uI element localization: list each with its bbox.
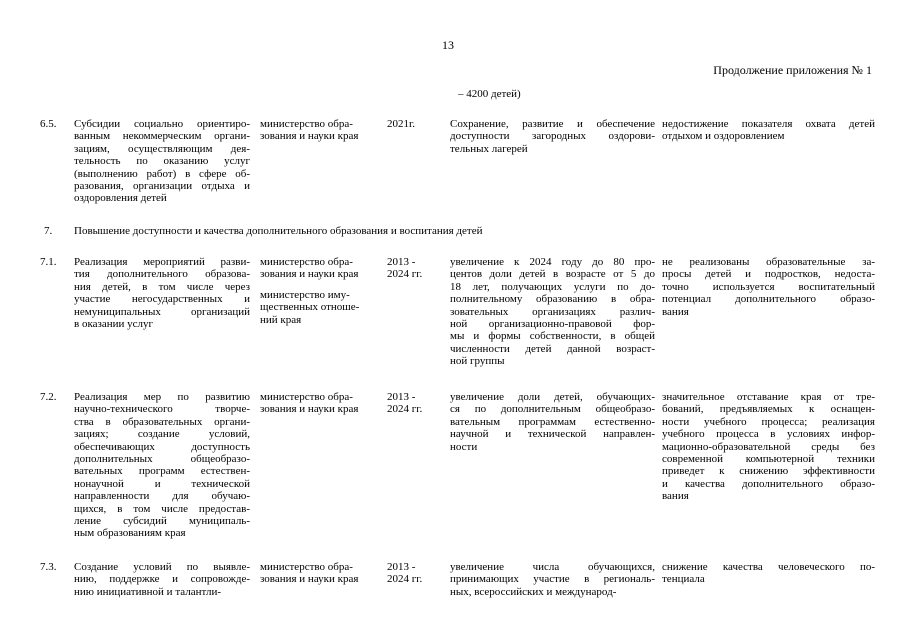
cell-line: ства в образовательных органи-	[74, 415, 250, 428]
cell-line: 18 лет, получающих услуги по до-	[450, 280, 655, 293]
row-number: 7.1.	[40, 256, 57, 268]
cell-line: Субсидии социально ориентиро-	[74, 118, 250, 130]
cell-line: ной организационно-правовой фор-	[450, 318, 655, 331]
cell-line: ний края	[260, 313, 302, 326]
cell-line: немуниципальных организаций	[74, 305, 250, 318]
cell-line: вания	[662, 305, 689, 318]
cell-line: тия дополнительного образова-	[74, 268, 250, 281]
cell-line: ных, всероссийских и международ-	[450, 585, 617, 598]
risk-cell	[662, 256, 875, 318]
cell-line: полнительному образованию в обра-	[450, 293, 655, 306]
activity-cell	[74, 118, 250, 205]
risk-cell	[662, 561, 875, 586]
cell-line: вания	[662, 490, 689, 503]
cell-line: 2013 -	[387, 391, 416, 403]
cell-line: ванным некоммерческим органи-	[74, 130, 250, 143]
result-cell	[450, 561, 655, 598]
carry-over-text: – 4200 детей)	[458, 88, 521, 100]
cell-line: обеспечивающих доступность	[74, 440, 250, 453]
cell-line: Сохранение, развитие и обеспечение	[450, 118, 655, 130]
row-number: 6.5.	[40, 118, 57, 130]
cell-line: ной группы	[450, 355, 505, 368]
years-cell	[387, 118, 437, 130]
years-cell	[387, 256, 437, 281]
executor-cell-2	[260, 289, 378, 326]
section-number: 7.	[44, 225, 53, 237]
result-cell	[450, 256, 655, 368]
cell-line: ление субсидий муниципаль-	[74, 515, 250, 528]
cell-line: нонаучной и технической	[74, 477, 250, 490]
cell-line: Создание условий по выявле-	[74, 561, 250, 573]
cell-line: увеличение к 2024 году до 80 про-	[450, 256, 655, 268]
continuation-header: Продолжение приложения № 1	[713, 63, 872, 77]
cell-line: министерство иму-	[260, 289, 350, 301]
cell-line: научной и технической направлен-	[450, 428, 655, 441]
cell-line: зования и науки края	[260, 268, 359, 281]
cell-line: 2024 гг.	[387, 573, 423, 586]
cell-line: 2013 -	[387, 561, 416, 573]
cell-line: мы и формы собственности, в общей	[450, 330, 655, 343]
executor-cell	[260, 256, 378, 281]
cell-line: отдыхом и оздоровлением	[662, 130, 785, 143]
cell-line: участие негосударственных и	[74, 293, 250, 306]
cell-line: направленности для обучаю-	[74, 490, 250, 503]
cell-line: приведет к снижению эффективности	[662, 465, 875, 478]
risk-cell	[662, 391, 875, 503]
cell-line: недостижение показателя охвата детей	[662, 118, 875, 130]
cell-line: нию инициативной и талантли-	[74, 585, 222, 598]
section-title: Повышение доступности и качества дополнительного образования и воспитания детей	[74, 225, 483, 237]
activity-cell	[74, 391, 250, 540]
cell-line: тельных лагерей	[450, 142, 528, 155]
cell-line: 2024 гг.	[387, 268, 423, 281]
cell-line: тельность по оказанию услуг	[74, 155, 250, 168]
cell-line: (выполнению работ) в сфере об-	[74, 167, 250, 180]
cell-line: оздоровления детей	[74, 192, 167, 205]
cell-line: снижение качества человеческого по-	[662, 561, 875, 573]
result-cell	[450, 391, 655, 453]
cell-line: щественных отноше-	[260, 301, 360, 314]
cell-line: бований, предъявляемых к оснащен-	[662, 403, 875, 416]
cell-line: щихся, в том числе предостав-	[74, 502, 250, 515]
cell-line: тенциала	[662, 573, 705, 586]
cell-line: увеличение числа обучающихся,	[450, 561, 655, 573]
cell-line: значительное отставание края от тре-	[662, 391, 875, 403]
activity-cell	[74, 561, 250, 598]
cell-line: Реализация мероприятий разви-	[74, 256, 250, 268]
years-cell	[387, 391, 437, 416]
cell-line: ности	[450, 440, 478, 453]
cell-line: вательных программ естествен-	[74, 465, 250, 478]
cell-line: министерство обра-	[260, 256, 353, 268]
cell-line: просы детей и подростков, недоста-	[662, 268, 875, 281]
page-number: 13	[442, 38, 454, 52]
cell-line: ся по дополнительным общеобразо-	[450, 403, 655, 416]
activity-cell	[74, 256, 250, 330]
cell-line: ным образованиям края	[74, 527, 186, 540]
cell-line: ния детей, в том числе через	[74, 280, 250, 293]
cell-line: центов доли детей в возрасте от 5 до	[450, 268, 655, 281]
cell-line: министерство обра-	[260, 561, 353, 573]
cell-line: разования, организации отдыха и	[74, 180, 250, 193]
cell-line: 2013 -	[387, 256, 416, 268]
cell-line: министерство обра-	[260, 391, 353, 403]
cell-line: зования и науки края	[260, 130, 359, 143]
cell-line: учебного процесса в условиях инфор-	[662, 428, 875, 441]
cell-line: увеличение доли детей, обучающих-	[450, 391, 655, 403]
cell-line: зациям, осуществляющим дея-	[74, 142, 250, 155]
cell-line: потенциал дополнительного образо-	[662, 293, 875, 306]
cell-line: дополнительных общеобразо-	[74, 453, 250, 466]
cell-line: современной компьютерной техники	[662, 453, 875, 466]
cell-line: не реализованы образовательные за-	[662, 256, 875, 268]
cell-line: вательным программам естественно-	[450, 415, 655, 428]
cell-line: научно-технического творче-	[74, 403, 250, 416]
cell-line: мационно-образовательной среды без	[662, 440, 875, 453]
executor-cell	[260, 118, 378, 143]
cell-line: зования и науки края	[260, 573, 359, 586]
cell-line: зациях; создание условий,	[74, 428, 250, 441]
cell-line: численности детей данной возраст-	[450, 342, 655, 355]
cell-line: точно используется воспитательный	[662, 280, 875, 293]
cell-line: 2021г.	[387, 118, 416, 130]
cell-line: доступности загородных оздорови-	[450, 130, 655, 143]
risk-cell	[662, 118, 875, 143]
cell-line: и качества дополнительного образо-	[662, 477, 875, 490]
cell-line: ности учебного процесса; реализация	[662, 415, 875, 428]
row-number: 7.2.	[40, 391, 57, 403]
cell-line: зования и науки края	[260, 403, 359, 416]
years-cell	[387, 561, 437, 586]
result-cell	[450, 118, 655, 155]
cell-line: принимающих участие в региональ-	[450, 573, 655, 586]
executor-cell	[260, 561, 378, 586]
row-number: 7.3.	[40, 561, 57, 573]
cell-line: Реализация мер по развитию	[74, 391, 250, 403]
cell-line: министерство обра-	[260, 118, 353, 130]
cell-line: нию, поддержке и сопровожде-	[74, 573, 250, 586]
cell-line: в оказании услуг	[74, 318, 154, 331]
cell-line: зовательных организациях различ-	[450, 305, 655, 318]
executor-cell	[260, 391, 378, 416]
cell-line: 2024 гг.	[387, 403, 423, 416]
